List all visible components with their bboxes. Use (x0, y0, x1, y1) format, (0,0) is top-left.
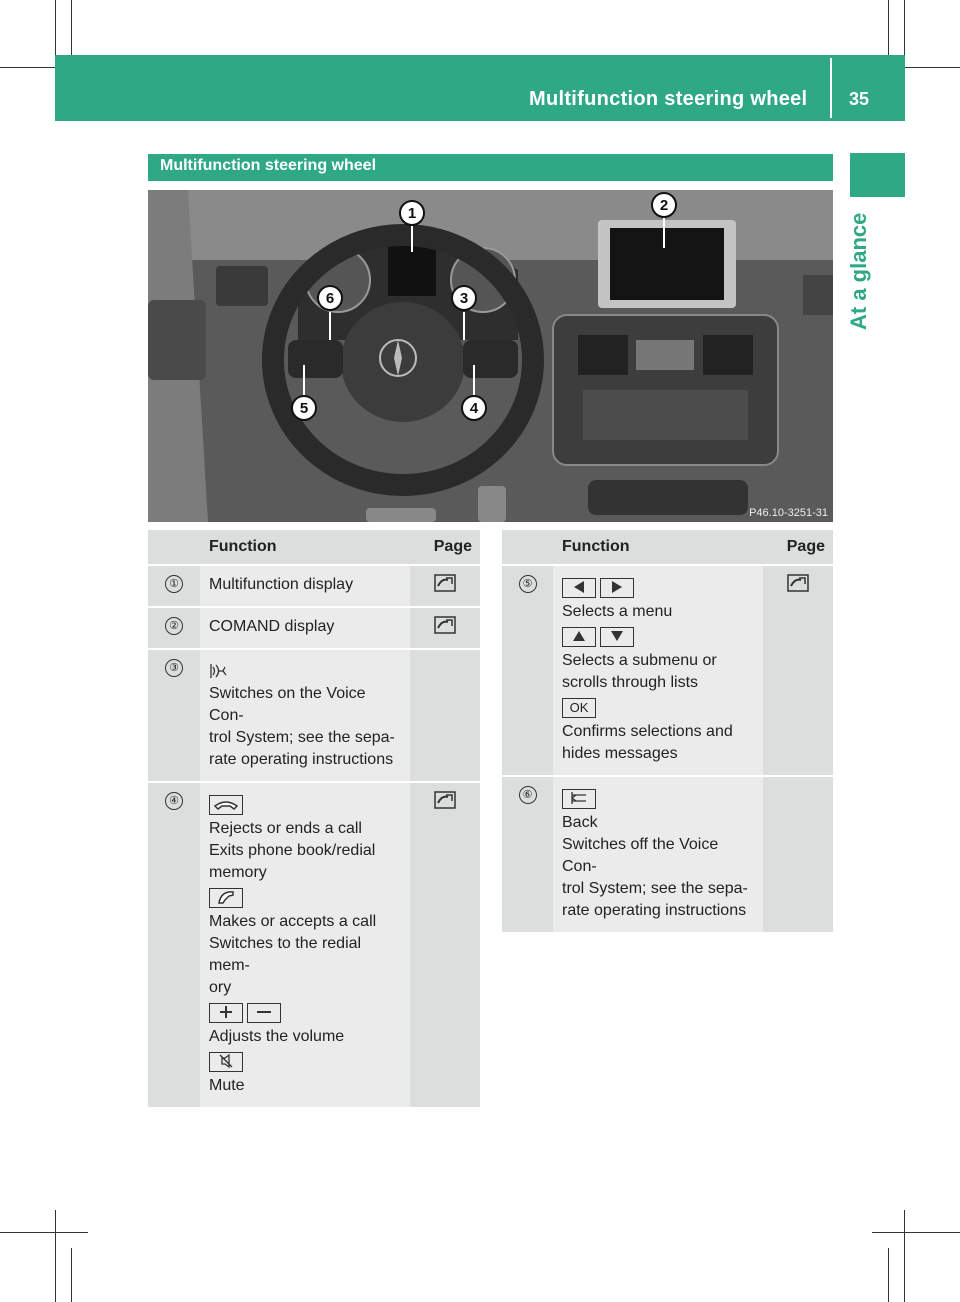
photo-code: P46.10-3251-31 (749, 507, 828, 519)
callout-label: 5 (299, 400, 309, 417)
function-text: COMAND display (209, 618, 335, 635)
function-text: hides messages (562, 745, 678, 762)
crop-mark (71, 1248, 72, 1302)
book-icon (787, 574, 809, 597)
function-text: Switches on the Voice Con- (209, 685, 366, 725)
callout-label: 1 (407, 205, 417, 222)
function-text: Exits phone book/redial (209, 842, 376, 860)
mute-icon (209, 1052, 243, 1072)
item-number: ④ (165, 792, 183, 810)
crop-mark (904, 1210, 905, 1302)
minus-icon (247, 1003, 281, 1023)
crop-mark (0, 1232, 88, 1233)
function-text: rate operating instructions (562, 902, 747, 919)
table-row (148, 782, 480, 1108)
function-text: Selects a menu (562, 603, 673, 620)
col-header-function: Function (200, 530, 410, 565)
right-arrow-icon (600, 578, 634, 598)
function-text: Back (562, 814, 598, 831)
function-text: Selects a submenu or (562, 652, 717, 669)
ok-key: OK (562, 698, 596, 718)
right-function-table (502, 530, 833, 934)
col-header-function: Function (553, 530, 763, 565)
item-number: ③ (165, 659, 183, 677)
col-header-num (502, 530, 553, 565)
table-row (502, 776, 833, 933)
function-text: trol System; see the sepa- (209, 729, 395, 747)
function-text: ory (209, 979, 232, 997)
page-number: 35 (849, 89, 870, 109)
callout-label: 6 (325, 290, 335, 307)
callout-label: 4 (469, 400, 479, 417)
item-number: ⑤ (519, 575, 537, 593)
col-header-page: Page (410, 530, 480, 565)
function-text: memory (209, 864, 267, 882)
down-arrow-icon (600, 627, 634, 647)
item-number: ⑥ (519, 786, 537, 804)
table-row (148, 565, 480, 607)
function-text: trol System; see the sepa- (562, 880, 748, 897)
left-function-table (148, 530, 480, 1109)
side-tab-block (850, 153, 905, 197)
plus-icon (209, 1003, 243, 1023)
callout-label: 3 (459, 290, 469, 307)
side-tab-label: At a glance (846, 212, 871, 330)
steering-wheel-photo (148, 190, 833, 522)
hang-up-icon (209, 795, 243, 815)
function-text: rate operating instructions (209, 751, 394, 769)
function-text: Mute (209, 1077, 245, 1095)
item-number: ② (165, 617, 183, 635)
function-text: Makes or accepts a call (209, 913, 377, 931)
book-icon (434, 616, 456, 639)
voice-icon (209, 662, 229, 680)
col-header-page: Page (763, 530, 833, 565)
crop-mark (872, 1232, 960, 1233)
callout-label: 2 (659, 197, 669, 214)
item-number: ① (165, 575, 183, 593)
header-divider (830, 58, 832, 118)
crop-mark (888, 1248, 889, 1302)
function-text: Switches off the Voice Con- (562, 836, 719, 875)
book-icon (434, 791, 456, 814)
section-title: Multifunction steering wheel (160, 157, 377, 174)
header-title: Multifunction steering wheel (529, 88, 808, 110)
table-row (148, 649, 480, 782)
left-arrow-icon (562, 578, 596, 598)
function-text: Confirms selections and (562, 723, 733, 740)
table-row (148, 607, 480, 649)
up-arrow-icon (562, 627, 596, 647)
function-text: Switches to the redial mem- (209, 935, 362, 975)
function-text: Multifunction display (209, 576, 354, 593)
book-icon (434, 574, 456, 597)
function-text: scrolls through lists (562, 674, 699, 691)
table-row (502, 565, 833, 776)
col-header-num (148, 530, 200, 565)
function-text: Adjusts the volume (209, 1028, 345, 1046)
phone-icon (209, 888, 243, 908)
back-icon (562, 789, 596, 809)
crop-mark (55, 1210, 56, 1302)
function-text: Rejects or ends a call (209, 820, 362, 838)
